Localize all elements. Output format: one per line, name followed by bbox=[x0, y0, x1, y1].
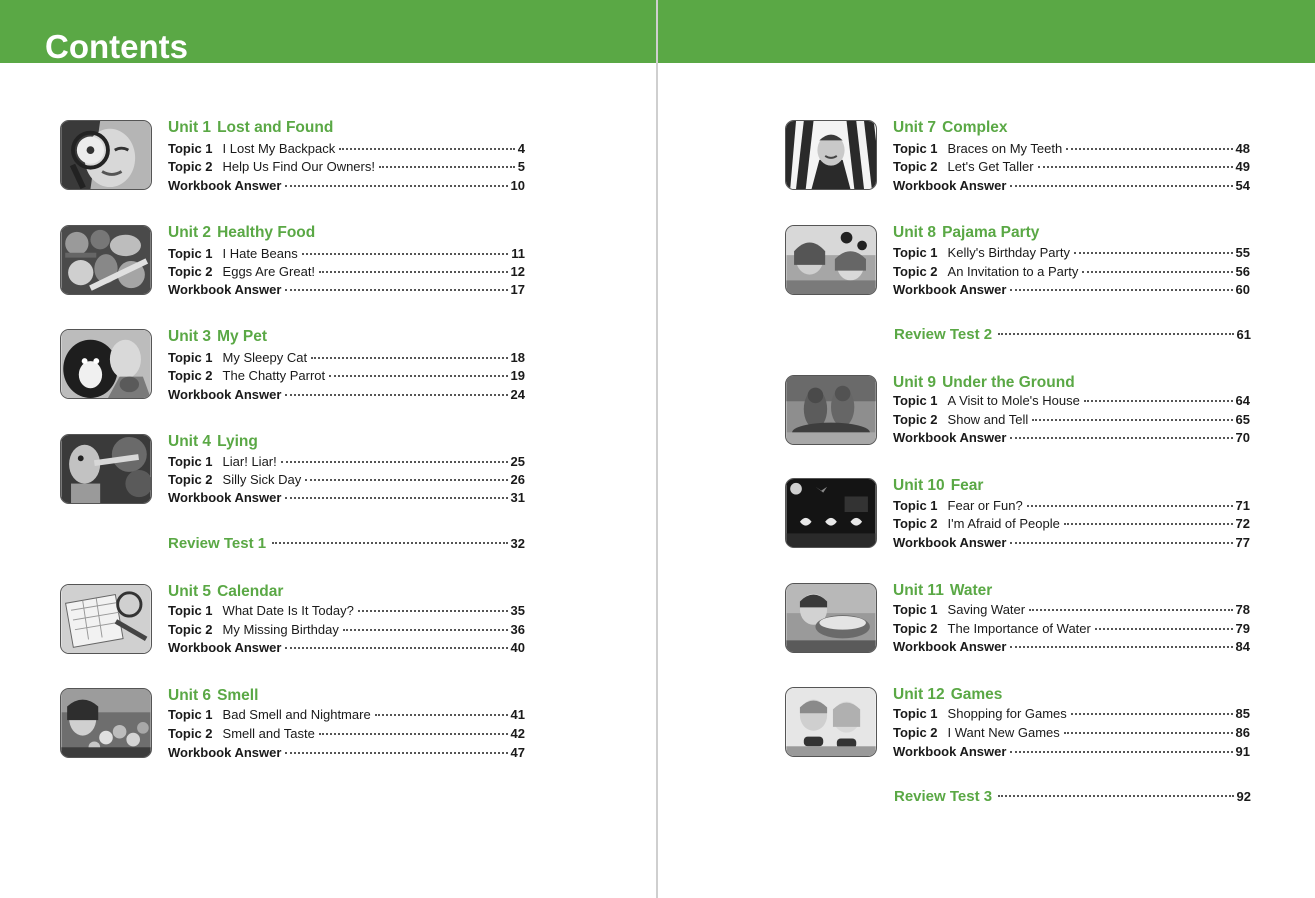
topic-row[interactable] bbox=[893, 705, 1250, 723]
page-number: 78 bbox=[1235, 602, 1250, 617]
page-number: 18 bbox=[510, 350, 525, 365]
header-banner-right bbox=[658, 0, 1315, 63]
topic-row[interactable] bbox=[893, 497, 1250, 515]
workbook-label[interactable]: Workbook Answer bbox=[168, 745, 282, 760]
page-number: 35 bbox=[510, 603, 525, 618]
page-number: 54 bbox=[1235, 178, 1250, 193]
review-test-label[interactable]: Review Test 2 bbox=[894, 326, 993, 343]
unit-title bbox=[893, 685, 1002, 705]
dot-leader bbox=[285, 394, 507, 396]
topic-label: Topic 1 bbox=[893, 706, 938, 721]
kids-video-games-photo bbox=[786, 688, 876, 756]
unit-title bbox=[168, 582, 283, 602]
topic-title[interactable]: I Want New Games bbox=[947, 725, 1060, 740]
topic-label: Topic 2 bbox=[893, 725, 938, 740]
dot-leader bbox=[1074, 252, 1233, 254]
dot-leader bbox=[1038, 166, 1233, 168]
workbook-label[interactable]: Workbook Answer bbox=[893, 535, 1007, 550]
topic-row[interactable] bbox=[893, 140, 1250, 158]
page-number: 12 bbox=[510, 264, 525, 279]
topic-label: Topic 2 bbox=[168, 264, 213, 279]
page-number: 55 bbox=[1235, 245, 1250, 260]
unit-title bbox=[893, 476, 983, 496]
page-number: 10 bbox=[510, 178, 525, 193]
dot-leader bbox=[1010, 542, 1232, 544]
page-number: 48 bbox=[1235, 141, 1250, 156]
unit-thumbnail bbox=[60, 584, 152, 654]
workbook-row[interactable] bbox=[893, 534, 1250, 552]
topic-title[interactable]: What Date Is It Today? bbox=[222, 603, 354, 618]
dog-and-child-photo bbox=[61, 330, 151, 398]
topic-row[interactable] bbox=[893, 515, 1250, 533]
dot-leader bbox=[379, 166, 515, 168]
pinocchio-photo bbox=[61, 435, 151, 503]
dot-leader bbox=[343, 629, 508, 631]
topic-title[interactable]: Shopping for Games bbox=[947, 706, 1067, 721]
workbook-label[interactable]: Workbook Answer bbox=[168, 387, 282, 402]
topic-label: Topic 2 bbox=[893, 264, 938, 279]
topic-label: Topic 1 bbox=[168, 707, 213, 722]
workbook-label[interactable]: Workbook Answer bbox=[893, 744, 1007, 759]
dot-leader bbox=[285, 752, 507, 754]
topic-label: Topic 1 bbox=[168, 454, 213, 469]
topic-label: Topic 2 bbox=[168, 726, 213, 741]
workbook-label[interactable]: Workbook Answer bbox=[893, 639, 1007, 654]
page-number: 40 bbox=[510, 640, 525, 655]
unit-title bbox=[893, 223, 1039, 243]
topic-title[interactable]: Liar! Liar! bbox=[222, 454, 277, 469]
unit-title bbox=[893, 118, 1008, 138]
topic-row[interactable] bbox=[893, 601, 1250, 619]
page-number: 32 bbox=[510, 536, 525, 551]
dot-leader bbox=[998, 795, 1233, 797]
page-number: 5 bbox=[517, 159, 525, 174]
page-number: 79 bbox=[1235, 621, 1250, 636]
dot-leader bbox=[1010, 185, 1232, 187]
girl-magnifying-glass-photo bbox=[61, 121, 151, 189]
dot-leader bbox=[1010, 289, 1232, 291]
unit-thumbnail bbox=[785, 583, 877, 653]
review-test-label[interactable]: Review Test 3 bbox=[894, 788, 993, 805]
dot-leader bbox=[1095, 628, 1233, 630]
unit-thumbnail bbox=[785, 120, 877, 190]
dot-leader bbox=[1064, 523, 1233, 525]
topic-title[interactable]: The Importance of Water bbox=[947, 621, 1091, 636]
dot-leader bbox=[302, 253, 509, 255]
girls-sleepover-photo bbox=[786, 226, 876, 294]
unit-name[interactable]: My Pet bbox=[217, 328, 268, 345]
page-number: 84 bbox=[1235, 639, 1250, 654]
unit-number: Unit 5 bbox=[168, 583, 212, 600]
dot-leader bbox=[311, 357, 507, 359]
topic-label: Topic 1 bbox=[893, 498, 938, 513]
topic-row[interactable] bbox=[168, 140, 525, 158]
boy-water-bowl-photo bbox=[786, 584, 876, 652]
topic-label: Topic 2 bbox=[893, 516, 938, 531]
topic-title[interactable]: A Visit to Mole's House bbox=[947, 393, 1080, 408]
girl-tulips-photo bbox=[61, 689, 151, 757]
topic-row[interactable] bbox=[168, 621, 525, 639]
topic-label: Topic 2 bbox=[168, 159, 213, 174]
dot-leader bbox=[1010, 437, 1232, 439]
page-number: 72 bbox=[1235, 516, 1250, 531]
topic-row[interactable] bbox=[893, 158, 1250, 176]
topic-row[interactable] bbox=[893, 724, 1250, 742]
page-number: 85 bbox=[1235, 706, 1250, 721]
page-number: 64 bbox=[1235, 393, 1250, 408]
page-number: 41 bbox=[510, 707, 525, 722]
topic-row[interactable] bbox=[168, 263, 525, 281]
topic-row[interactable] bbox=[893, 411, 1250, 429]
topic-label: Topic 1 bbox=[168, 246, 213, 261]
calendar-desk-photo bbox=[61, 585, 151, 653]
left-page bbox=[0, 0, 656, 898]
workbook-label[interactable]: Workbook Answer bbox=[893, 282, 1007, 297]
unit-title bbox=[168, 432, 258, 452]
topic-row[interactable] bbox=[168, 349, 525, 367]
topic-label: Topic 2 bbox=[893, 159, 938, 174]
unit-name[interactable]: Lying bbox=[217, 433, 258, 450]
topic-title[interactable]: Let's Get Taller bbox=[947, 159, 1034, 174]
prairie-dogs-photo bbox=[786, 376, 876, 444]
page-number: 91 bbox=[1235, 744, 1250, 759]
dot-leader bbox=[285, 289, 507, 291]
dot-leader bbox=[285, 647, 507, 649]
dot-leader bbox=[1032, 419, 1232, 421]
unit-name[interactable]: Smell bbox=[217, 687, 259, 704]
unit-thumbnail bbox=[785, 478, 877, 548]
workbook-row[interactable] bbox=[893, 281, 1250, 299]
topic-title[interactable]: Bad Smell and Nightmare bbox=[222, 707, 371, 722]
dot-leader bbox=[1084, 400, 1233, 402]
topic-title[interactable]: Saving Water bbox=[947, 602, 1026, 617]
dot-leader bbox=[1027, 505, 1233, 507]
page-number: 11 bbox=[511, 246, 525, 261]
review-test-label[interactable]: Review Test 1 bbox=[168, 535, 267, 552]
unit-name[interactable]: Complex bbox=[942, 119, 1008, 136]
unit-title bbox=[168, 223, 315, 243]
topic-label: Topic 1 bbox=[168, 141, 213, 156]
right-page bbox=[658, 0, 1315, 898]
topic-row[interactable] bbox=[168, 367, 525, 385]
topic-label: Topic 2 bbox=[168, 368, 213, 383]
dot-leader bbox=[1066, 148, 1232, 150]
topic-row[interactable] bbox=[168, 471, 525, 489]
topic-label: Topic 1 bbox=[168, 350, 213, 365]
dot-leader bbox=[358, 610, 508, 612]
workbook-row[interactable] bbox=[168, 489, 525, 507]
dot-leader bbox=[272, 542, 507, 544]
topic-title[interactable]: The Chatty Parrot bbox=[222, 368, 326, 383]
topic-row[interactable] bbox=[168, 706, 525, 724]
topic-row[interactable] bbox=[168, 158, 525, 176]
review-test-row[interactable] bbox=[894, 787, 1251, 807]
unit-name[interactable]: Pajama Party bbox=[942, 224, 1040, 241]
page-number: 77 bbox=[1235, 535, 1250, 550]
unit-entry bbox=[785, 120, 1255, 200]
unit-entry bbox=[785, 375, 1255, 455]
topic-row[interactable] bbox=[168, 453, 525, 471]
workbook-row[interactable] bbox=[893, 177, 1250, 195]
page-number: 61 bbox=[1236, 327, 1251, 342]
unit-entry bbox=[60, 688, 530, 768]
topic-label: Topic 1 bbox=[893, 141, 938, 156]
workbook-row[interactable] bbox=[893, 743, 1250, 761]
topic-title[interactable]: Fear or Fun? bbox=[947, 498, 1023, 513]
page-number: 42 bbox=[510, 726, 525, 741]
dot-leader bbox=[1010, 646, 1232, 648]
page-number: 92 bbox=[1236, 789, 1251, 804]
workbook-label[interactable]: Workbook Answer bbox=[893, 430, 1007, 445]
page-number: 19 bbox=[510, 368, 525, 383]
unit-number: Unit 9 bbox=[893, 374, 937, 391]
unit-name[interactable]: Games bbox=[950, 686, 1003, 703]
dot-leader bbox=[319, 271, 507, 273]
page-number: 71 bbox=[1235, 498, 1250, 513]
page-number: 4 bbox=[517, 141, 525, 156]
page-number: 25 bbox=[510, 454, 525, 469]
unit-name[interactable]: Calendar bbox=[217, 583, 284, 600]
dot-leader bbox=[1029, 609, 1232, 611]
review-test-row[interactable] bbox=[168, 534, 525, 554]
unit-name[interactable]: Lost and Found bbox=[217, 119, 334, 136]
page-number: 56 bbox=[1235, 264, 1250, 279]
topic-title[interactable]: My Missing Birthday bbox=[222, 622, 339, 637]
topic-label: Topic 2 bbox=[893, 621, 938, 636]
vegetables-photo bbox=[61, 226, 151, 294]
unit-thumbnail bbox=[60, 688, 152, 758]
dot-leader bbox=[1010, 751, 1232, 753]
topic-row[interactable] bbox=[893, 244, 1250, 262]
topic-title[interactable]: I Lost My Backpack bbox=[222, 141, 336, 156]
unit-number: Unit 7 bbox=[893, 119, 937, 136]
workbook-row[interactable] bbox=[168, 281, 525, 299]
unit-name[interactable]: Water bbox=[949, 582, 993, 599]
unit-title bbox=[168, 327, 267, 347]
unit-number: Unit 2 bbox=[168, 224, 212, 241]
unit-title bbox=[168, 686, 258, 706]
page-number: 70 bbox=[1235, 430, 1250, 445]
topic-title[interactable]: I Hate Beans bbox=[222, 246, 298, 261]
dot-leader bbox=[1064, 732, 1233, 734]
topic-title[interactable]: My Sleepy Cat bbox=[222, 350, 308, 365]
workbook-row[interactable] bbox=[893, 429, 1250, 447]
unit-entry bbox=[785, 225, 1255, 305]
workbook-label[interactable]: Workbook Answer bbox=[168, 640, 282, 655]
unit-thumbnail bbox=[60, 329, 152, 399]
topic-title[interactable]: Silly Sick Day bbox=[222, 472, 302, 487]
page-number: 17 bbox=[510, 282, 525, 297]
unit-entry bbox=[60, 584, 530, 664]
topic-title[interactable]: Eggs Are Great! bbox=[222, 264, 316, 279]
dot-leader bbox=[329, 375, 507, 377]
topic-title[interactable]: Show and Tell bbox=[947, 412, 1029, 427]
unit-name[interactable]: Fear bbox=[950, 477, 984, 494]
topic-row[interactable] bbox=[893, 263, 1250, 281]
unit-title bbox=[893, 373, 1075, 393]
dot-leader bbox=[285, 497, 507, 499]
topic-row[interactable] bbox=[893, 620, 1250, 638]
page-number: 24 bbox=[510, 387, 525, 402]
workbook-label[interactable]: Workbook Answer bbox=[893, 178, 1007, 193]
workbook-row[interactable] bbox=[168, 177, 525, 195]
topic-title[interactable]: Kelly's Birthday Party bbox=[947, 245, 1070, 260]
unit-entry bbox=[785, 687, 1255, 767]
page-number: 31 bbox=[510, 490, 525, 505]
unit-number: Unit 4 bbox=[168, 433, 212, 450]
page-number: 65 bbox=[1235, 412, 1250, 427]
dot-leader bbox=[319, 733, 508, 735]
topic-row[interactable] bbox=[168, 602, 525, 620]
unit-name[interactable]: Healthy Food bbox=[217, 224, 316, 241]
unit-entry bbox=[60, 120, 530, 200]
topic-label: Topic 1 bbox=[893, 393, 938, 408]
topic-row[interactable] bbox=[168, 245, 525, 263]
workbook-row[interactable] bbox=[168, 744, 525, 762]
unit-number: Unit 8 bbox=[893, 224, 937, 241]
workbook-row[interactable] bbox=[168, 386, 525, 404]
page-number: 86 bbox=[1235, 725, 1250, 740]
dot-leader bbox=[285, 185, 507, 187]
unit-entry bbox=[60, 434, 530, 514]
topic-label: Topic 1 bbox=[893, 245, 938, 260]
topic-label: Topic 1 bbox=[168, 603, 213, 618]
unit-title bbox=[168, 118, 333, 138]
dot-leader bbox=[998, 333, 1233, 335]
page-number: 60 bbox=[1235, 282, 1250, 297]
dot-leader bbox=[305, 479, 507, 481]
page-number: 49 bbox=[1235, 159, 1250, 174]
unit-thumbnail bbox=[60, 120, 152, 190]
unit-number: Unit 1 bbox=[168, 119, 212, 136]
girl-striped-blanket-photo bbox=[786, 121, 876, 189]
dot-leader bbox=[1082, 271, 1232, 273]
review-test-row[interactable] bbox=[894, 325, 1251, 345]
unit-number: Unit 12 bbox=[893, 686, 945, 703]
workbook-label[interactable]: Workbook Answer bbox=[168, 178, 282, 193]
topic-title[interactable]: Smell and Taste bbox=[222, 726, 315, 741]
unit-entry bbox=[785, 478, 1255, 558]
topic-title[interactable]: Help Us Find Our Owners! bbox=[222, 159, 375, 174]
topic-row[interactable] bbox=[893, 392, 1250, 410]
dot-leader bbox=[339, 148, 515, 150]
topic-title[interactable]: An Invitation to a Party bbox=[947, 264, 1079, 279]
page-title: Contents bbox=[45, 28, 188, 65]
unit-thumbnail bbox=[785, 687, 877, 757]
unit-number: Unit 3 bbox=[168, 328, 212, 345]
page-number: 36 bbox=[510, 622, 525, 637]
unit-thumbnail bbox=[60, 434, 152, 504]
workbook-label[interactable]: Workbook Answer bbox=[168, 282, 282, 297]
workbook-row[interactable] bbox=[168, 639, 525, 657]
workbook-label[interactable]: Workbook Answer bbox=[168, 490, 282, 505]
halloween-night-photo bbox=[786, 479, 876, 547]
page-number: 47 bbox=[510, 745, 525, 760]
page-number: 26 bbox=[510, 472, 525, 487]
topic-label: Topic 2 bbox=[893, 412, 938, 427]
unit-thumbnail bbox=[785, 225, 877, 295]
unit-name[interactable]: Under the Ground bbox=[942, 374, 1075, 391]
topic-label: Topic 2 bbox=[168, 622, 213, 637]
dot-leader bbox=[1071, 713, 1233, 715]
unit-entry bbox=[60, 329, 530, 409]
unit-title bbox=[893, 581, 992, 601]
topic-title[interactable]: Braces on My Teeth bbox=[947, 141, 1063, 156]
unit-number: Unit 6 bbox=[168, 687, 212, 704]
unit-number: Unit 11 bbox=[893, 582, 944, 599]
dot-leader bbox=[375, 714, 508, 716]
unit-number: Unit 10 bbox=[893, 477, 945, 494]
unit-thumbnail bbox=[60, 225, 152, 295]
workbook-row[interactable] bbox=[893, 638, 1250, 656]
topic-title[interactable]: I'm Afraid of People bbox=[947, 516, 1060, 531]
unit-entry bbox=[60, 225, 530, 305]
topic-row[interactable] bbox=[168, 725, 525, 743]
topic-label: Topic 1 bbox=[893, 602, 938, 617]
topic-label: Topic 2 bbox=[168, 472, 213, 487]
unit-entry bbox=[785, 583, 1255, 663]
dot-leader bbox=[281, 461, 508, 463]
unit-thumbnail bbox=[785, 375, 877, 445]
